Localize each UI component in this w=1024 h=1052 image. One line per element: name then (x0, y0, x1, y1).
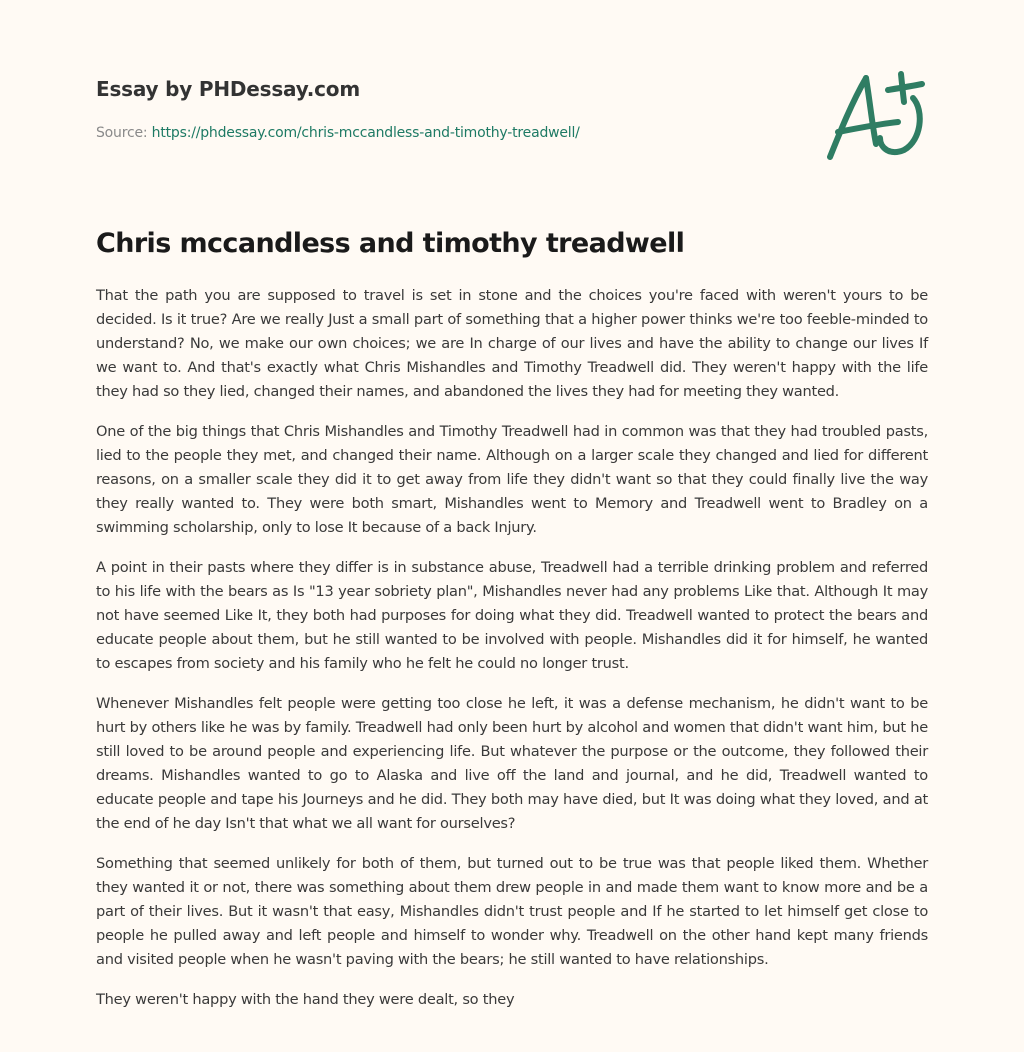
paragraph: That the path you are supposed to travel is set in stone and the choices you're faced with weren't yours to be decided. Is it true? Are we really Just a small part of something that a higher power thinks we're too feeble-minded to understand? No, we make our own choices; we are In charge of our lives and have the ability to change our lives If we want to. And that's exactly what Chris Mishandles and Timothy Treadwell did. They weren't happy with the life they had so they lied, changed their names, and abandoned the lives they had for meeting they wanted. (96, 287, 928, 400)
paragraph: One of the big things that Chris Mishandles and Timothy Treadwell had in common was that they had troubled pasts, lied to the people they met, and changed their name. Although on a larger scale they changed and lied for different reasons, on a smaller scale they did it to get away from life they didn't want so that they could finally live the way they really wanted to. They were both smart, Mishandles went to Memory and Treadwell went to Bradley on a swimming scholarship, only to lose It because of a back Injury. (96, 423, 928, 536)
source-label: Source: (96, 125, 152, 141)
paragraph: Something that seemed unlikely for both of them, but turned out to be true was that people liked them. Whether they wanted it or not, there was something about them drew people in and made them want to know more and be a part of their lives. But it wasn't that easy, Mishandles didn't trust people and If he started to let himself get close to people he pulled away and left people and himself to wonder why. Treadwell on the other hand kept many friends and visited people when he wasn't paving with the bears; he still wanted to have relationships. (96, 855, 928, 968)
a-plus-grade-icon (818, 62, 938, 172)
essay-header (96, 74, 796, 143)
site-title: Essay by PHDessay.com (96, 77, 360, 101)
source-line (96, 123, 796, 143)
source-link[interactable]: https://phdessay.com/chris-mccandless-and-timothy-treadwell/ (151, 125, 580, 141)
paragraph: They weren't happy with the hand they were dealt, so they (96, 991, 515, 1008)
paragraph: A point in their pasts where they differ is in substance abuse, Treadwell had a terrible drinking problem and referred to his life with the bears as Is "13 year sobriety plan", Mishandles never had any problems Like that. Although It may not have seemed Like It, they both had purposes for doing what they did. Treadwell wanted to protect the bears and educate people about them, but he still wanted to be involved with people. Mishandles did it for himself, he wanted to escapes from society and his family who he felt he could no longer trust. (96, 559, 928, 672)
essay-title: Chris mccandless and timothy treadwell (96, 228, 685, 259)
essay-body (96, 284, 928, 1028)
paragraph: Whenever Mishandles felt people were getting too close he left, it was a defense mechanism, he didn't want to be hurt by others like he was by family. Treadwell had only been hurt by alcohol and women that didn't want him, but he still loved to be around people and experiencing life. But whatever the purpose or the outcome, they followed their dreams. Mishandles wanted to go to Alaska and live off the land and journal, and he did, Treadwell wanted to educate people and tape his Journeys and he did. They both may have died, but It was doing what they loved, and at the end of he day Isn't that what we all want for ourselves? (96, 695, 928, 832)
